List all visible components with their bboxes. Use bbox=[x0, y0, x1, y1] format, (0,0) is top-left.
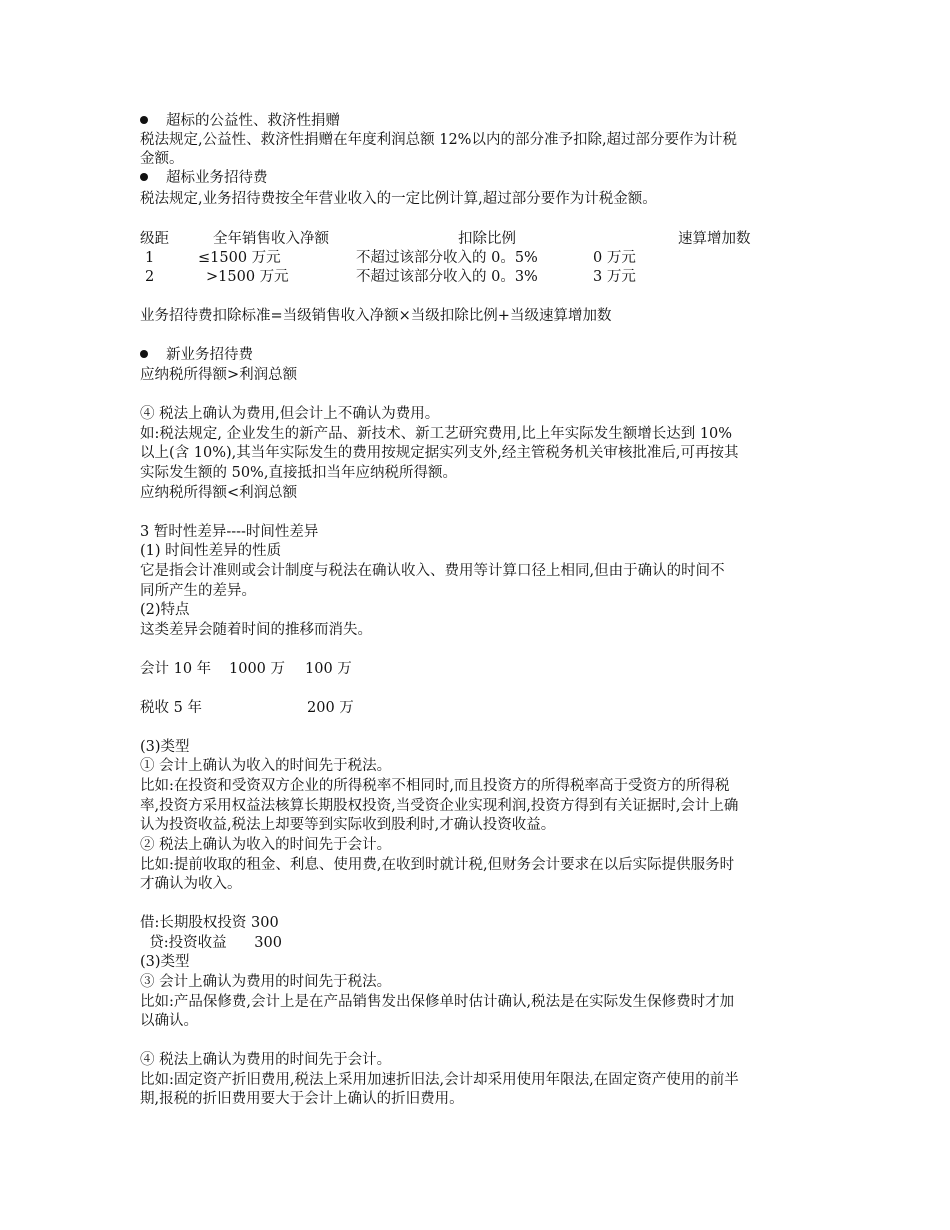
paragraph-line: (2)特点 bbox=[140, 602, 190, 618]
table-cell: 1 bbox=[145, 250, 155, 266]
table-cell: 0 万元 bbox=[593, 250, 636, 266]
paragraph-line: ② 税法上确认为收入的时间先于会计。 bbox=[140, 837, 392, 853]
bullet-icon bbox=[140, 116, 148, 124]
table-cell: 不超过该部分收入的 0。5% bbox=[356, 250, 538, 266]
paragraph-line: 才确认为收入。 bbox=[140, 876, 242, 892]
paragraph-line: 应纳税所得额<利润总额 bbox=[140, 485, 298, 501]
paragraph-line: 比如:在投资和受资双方企业的所得税率不相同时,而且投资方的所得税率高于受资方的所得税 bbox=[140, 778, 730, 794]
paragraph-line: 应纳税所得额>利润总额 bbox=[140, 367, 298, 383]
bullet-icon bbox=[140, 173, 148, 181]
example-cell: 会计 10 年 bbox=[140, 661, 212, 677]
bullet-icon bbox=[140, 350, 148, 358]
table-header: 扣除比例 bbox=[458, 231, 516, 247]
table-cell: 2 bbox=[145, 269, 155, 285]
paragraph-line: 比如:提前收取的租金、利息、使用费,在收到时就计税,但财务会计要求在以后实际提供服务时 bbox=[140, 857, 735, 873]
bullet-heading bbox=[140, 346, 253, 365]
paragraph-line: 税法规定,公益性、救济性捐赠在年度利润总额 12%以内的部分准予扣除,超过部分要作为计税 bbox=[140, 132, 738, 148]
paragraph-line: 同所产生的差异。 bbox=[140, 583, 256, 599]
paragraph-line: 比如:固定资产折旧费用,税法上采用加速折旧法,会计却采用使用年限法,在固定资产使用的前半 bbox=[140, 1072, 739, 1088]
table-header: 速算增加数 bbox=[678, 231, 751, 247]
table-header: 全年销售收入净额 bbox=[213, 231, 329, 247]
paragraph-line: ③ 会计上确认为费用的时间先于税法。 bbox=[140, 974, 392, 990]
paragraph-line: 3 暂时性差异----时间性差异 bbox=[140, 524, 319, 540]
bullet-heading bbox=[140, 112, 340, 131]
paragraph-line: 期,报税的折旧费用要大于会计上确认的折旧费用。 bbox=[140, 1091, 464, 1107]
table-cell: 3 万元 bbox=[593, 269, 636, 285]
paragraph-line: 税法规定,业务招待费按全年营业收入的一定比例计算,超过部分要作为计税金额。 bbox=[140, 191, 657, 207]
table-header: 级距 bbox=[140, 231, 169, 247]
journal-debit: 借:长期股权投资 300 bbox=[140, 915, 279, 931]
example-cell: 税收 5 年 bbox=[140, 700, 202, 716]
paragraph-line: (3)类型 bbox=[140, 954, 190, 970]
paragraph-line: (1) 时间性差异的性质 bbox=[140, 543, 282, 559]
paragraph-line: ④ 税法上确认为费用,但会计上不确认为费用。 bbox=[140, 406, 440, 422]
paragraph-line: 率,投资方采用权益法核算长期股权投资,当受资企业实现利润,投资方得到有关证据时,会计上确 bbox=[140, 798, 739, 814]
paragraph-line: 如:税法规定, 企业发生的新产品、新技术、新工艺研究费用,比上年实际发生额增长达到 10% bbox=[140, 426, 733, 442]
paragraph-line: ④ 税法上确认为费用的时间先于会计。 bbox=[140, 1052, 392, 1068]
paragraph-line: 这类差异会随着时间的推移而消失。 bbox=[140, 622, 372, 638]
paragraph-line: 以上(含 10%),其当年实际发生的费用按规定据实列支外,经主管税务机关审核批准后,可再按其 bbox=[140, 445, 739, 461]
heading-text: 超标的公益性、救济性捐赠 bbox=[166, 113, 340, 129]
journal-credit: 贷:投资收益 300 bbox=[140, 935, 282, 951]
heading-text: 新业务招待费 bbox=[166, 347, 253, 363]
paragraph-line: 实际发生额的 50%,直接抵扣当年应纳税所得额。 bbox=[140, 465, 457, 481]
example-cell: 1000 万 bbox=[229, 661, 286, 677]
bullet-heading bbox=[140, 169, 268, 188]
table-cell: 不超过该部分收入的 0。3% bbox=[356, 269, 538, 285]
paragraph-line: 它是指会计准则或会计制度与税法在确认收入、费用等计算口径上相同,但由于确认的时间不 bbox=[140, 563, 725, 579]
formula-line: 业务招待费扣除标准=当级销售收入净额×当级扣除比例+当级速算增加数 bbox=[140, 308, 612, 324]
paragraph-line: 以确认。 bbox=[140, 1013, 198, 1029]
table-cell: >1500 万元 bbox=[206, 269, 289, 285]
example-cell: 100 万 bbox=[305, 661, 352, 677]
paragraph-line: (3)类型 bbox=[140, 739, 190, 755]
paragraph-line: 金额。 bbox=[140, 151, 184, 167]
paragraph-line: ① 会计上确认为收入的时间先于税法。 bbox=[140, 758, 392, 774]
paragraph-line: 比如:产品保修费,会计上是在产品销售发出保修单时估计确认,税法是在实际发生保修费时才加 bbox=[140, 994, 735, 1010]
example-cell: 200 万 bbox=[307, 700, 354, 716]
paragraph-line: 认为投资收益,税法上却要等到实际收到股利时,才确认投资收益。 bbox=[140, 817, 556, 833]
table-cell: ≤1500 万元 bbox=[198, 250, 281, 266]
heading-text: 超标业务招待费 bbox=[166, 170, 268, 186]
